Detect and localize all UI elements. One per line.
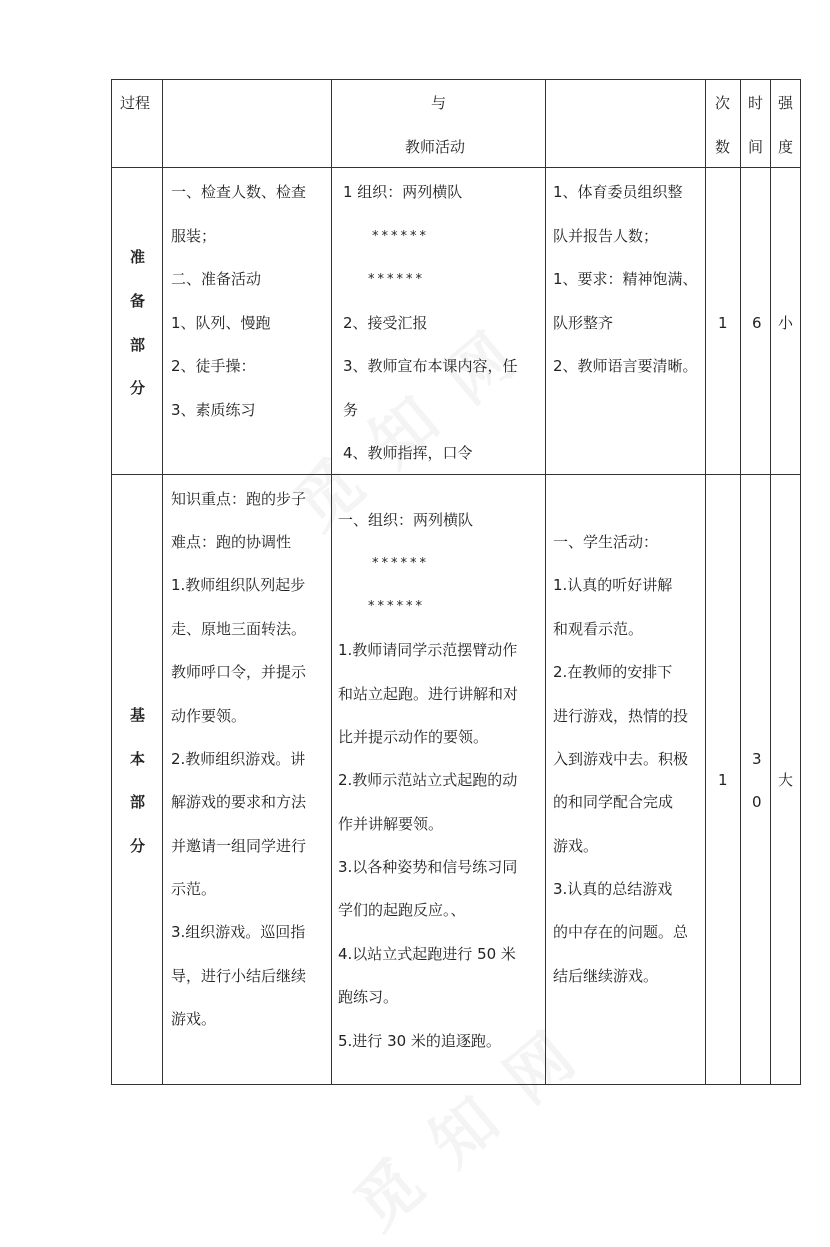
prep-teacher-line: 4、教师指挥，口令 [343,444,473,462]
prep-formation-stars: ****** [372,229,429,244]
prep-student-cell [546,168,706,475]
header-count [706,80,741,168]
prep-formation-stars: ****** [368,272,425,287]
prep-label-char: 分 [130,379,146,397]
basic-label-cell [112,475,163,1085]
basic-student-line: 和观看示范。 [553,620,644,638]
basic-teacher-line: 5.进行 30 米的追逐跑。 [338,1032,501,1050]
header-time-bottom: 间 [748,138,764,156]
basic-student-line: 2.在教师的安排下 [553,663,673,681]
basic-intensity: 大 [778,771,794,789]
prep-student-line: 1、要求：精神饱满、 [553,270,698,288]
basic-label-char: 本 [130,750,146,768]
basic-teacher-line: 比并提示动作的要领。 [338,728,489,746]
header-process-label: 过程 [120,94,151,112]
basic-count: 1 [718,771,728,789]
prep-time-cell [741,168,771,475]
basic-content-line: 并邀请一组同学进行 [171,837,307,855]
header-row [112,80,801,168]
basic-student-line: 1.认真的听好讲解 [553,576,673,594]
prep-row [112,168,801,475]
basic-teacher-cell [332,475,546,1085]
prep-student-line: 2、教师语言要清晰。 [553,357,698,375]
basic-formation-stars: ****** [368,599,425,614]
prep-content-line: 3、素质练习 [171,401,256,419]
basic-label-char: 基 [130,706,146,724]
basic-teacher-line: 学们的起跑反应。、 [338,901,466,919]
basic-teacher-line: 1.教师请同学示范摆臂动作 [338,641,518,659]
basic-content-line: 游戏。 [171,1010,217,1028]
header-count-top: 次 [715,94,731,112]
header-time-top: 时 [748,94,764,112]
prep-content-line: 二、准备活动 [171,270,262,288]
header-process [112,80,163,168]
basic-student-line: 进行游戏，热情的投 [553,707,689,725]
header-intensity [771,80,801,168]
basic-student-cell [546,475,706,1085]
basic-student-line: 的中存在的问题。总 [553,923,689,941]
basic-count-cell [706,475,741,1085]
basic-time-bottom: 0 [752,793,762,811]
basic-content-line: 1.教师组织队列起步 [171,576,306,594]
prep-label-cell [112,168,163,475]
basic-content-line: 导，进行小结后继续 [171,967,307,985]
basic-time-top: 3 [752,750,762,768]
prep-content-line: 服装； [171,227,217,245]
prep-content-line: 2、徒手操： [171,357,256,375]
prep-teacher-line: 务 [343,401,359,419]
header-intensity-bottom: 度 [778,138,794,156]
basic-content-cell [163,475,332,1085]
prep-student-line: 队并报告人数； [553,227,659,245]
prep-intensity-cell [771,168,801,475]
prep-student-line: 队形整齐 [553,314,614,332]
prep-label-char: 部 [130,336,146,354]
prep-student-line: 1、体育委员组织整 [553,183,683,201]
basic-content-line: 示范。 [171,880,217,898]
basic-content-line: 知识重点：跑的步子 [171,490,307,508]
prep-content-cell [163,168,332,475]
basic-teacher-line: 3.以各种姿势和信号练习同 [338,858,518,876]
basic-label-char: 分 [130,837,146,855]
prep-teacher-line: 3、教师宣布本课内容，任 [343,357,518,375]
basic-student-line: 一、学生活动： [553,533,659,551]
basic-time-cell [741,475,771,1085]
header-count-bottom: 数 [715,138,731,156]
prep-time: 6 [752,314,762,332]
prep-teacher-cell [332,168,546,475]
basic-content-line: 2.教师组织游戏。讲 [171,750,306,768]
header-teacher-bottom: 教师活动 [405,138,466,156]
prep-teacher-line: 1 组织：两列横队 [343,183,463,201]
basic-content-line: 教师呼口令，并提示 [171,663,307,681]
prep-content-line: 一、检查人数、检查 [171,183,307,201]
basic-content-line: 难点：跑的协调性 [171,533,292,551]
basic-student-line: 结后继续游戏。 [553,967,659,985]
basic-student-line: 入到游戏中去。积极 [553,750,689,768]
basic-student-line: 的和同学配合完成 [553,793,674,811]
basic-student-line: 3.认真的总结游戏 [553,880,673,898]
lesson-plan-table [111,79,801,1085]
basic-teacher-line: 和站立起跑。进行讲解和对 [338,685,519,703]
basic-intensity-cell [771,475,801,1085]
basic-student-line: 游戏。 [553,837,599,855]
basic-teacher-line: 4.以站立式起跑进行 50 米 [338,945,516,963]
header-time [741,80,771,168]
basic-content-line: 动作要领。 [171,707,247,725]
header-content [163,80,332,168]
basic-formation-stars: ****** [372,556,429,571]
header-intensity-top: 强 [778,94,794,112]
header-teacher [332,80,546,168]
basic-content-line: 走、原地三面转法。 [171,620,307,638]
header-teacher-top: 与 [431,94,447,112]
prep-intensity: 小 [778,314,794,332]
basic-teacher-line: 跑练习。 [338,988,399,1006]
prep-content-line: 1、队列、慢跑 [171,314,271,332]
basic-label-char: 部 [130,793,146,811]
basic-teacher-line: 一、组织：两列横队 [338,511,474,529]
header-student [546,80,706,168]
basic-teacher-line: 2.教师示范站立式起跑的动 [338,771,518,789]
basic-content-line: 解游戏的要求和方法 [171,793,307,811]
basic-content-line: 3.组织游戏。巡回指 [171,923,306,941]
prep-label-char: 准 [130,248,146,266]
prep-teacher-line: 2、接受汇报 [343,314,428,332]
prep-count-cell [706,168,741,475]
prep-count: 1 [718,314,728,332]
prep-label-char: 备 [130,292,146,310]
basic-row [112,475,801,1085]
basic-teacher-line: 作并讲解要领。 [338,815,444,833]
